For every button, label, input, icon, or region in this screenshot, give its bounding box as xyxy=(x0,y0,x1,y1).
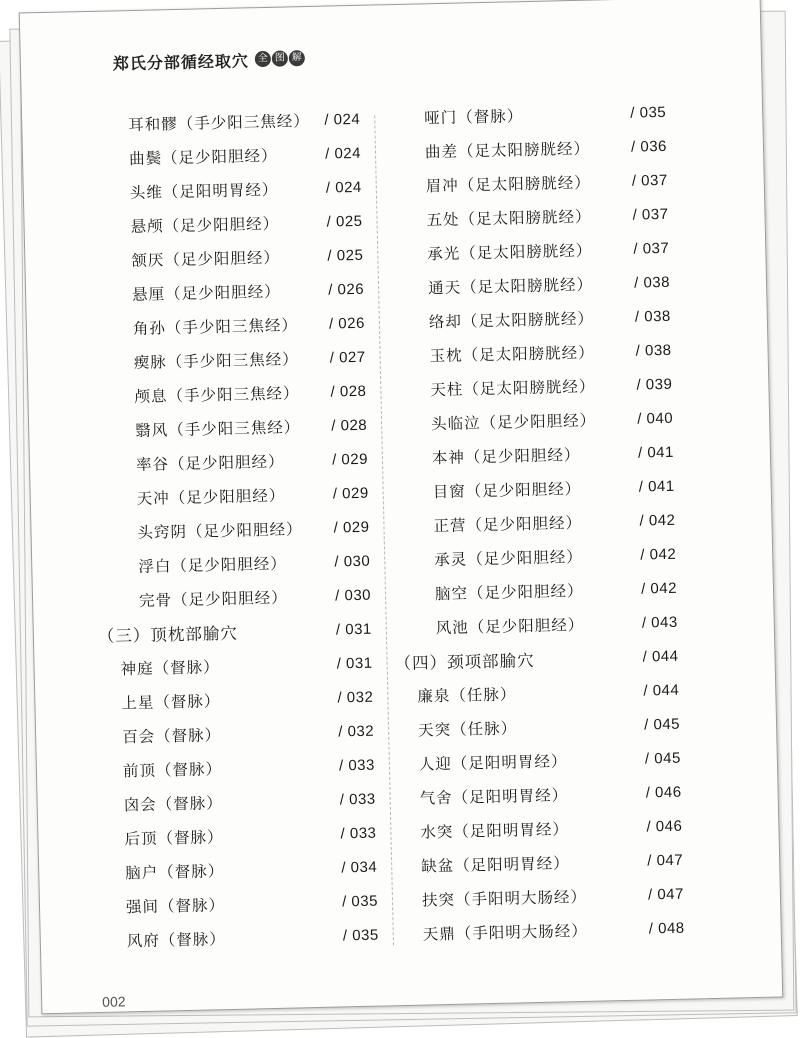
toc-entry-title: 浮白（足少阳胆经） xyxy=(138,554,288,576)
toc-entry-page: / 025 xyxy=(327,246,364,265)
toc-entry-title: 神庭（督脉） xyxy=(120,658,220,679)
page-number: 002 xyxy=(102,993,126,1010)
toc-entry-title: 百会（督脉） xyxy=(121,726,222,747)
toc-entry-title: 囟会（督脉） xyxy=(123,794,223,815)
toc-entry-title: 缺盆（足阳明胃经） xyxy=(421,854,570,876)
toc-entry-page: / 028 xyxy=(331,416,368,435)
toc-entry-page: / 042 xyxy=(640,545,677,564)
toc-entry-page: / 024 xyxy=(324,110,361,129)
toc-entry-page: / 038 xyxy=(635,341,672,360)
toc-entry-page: / 024 xyxy=(325,178,362,197)
toc-entry[interactable] xyxy=(104,917,385,957)
toc-entry-title: 承灵（足少阳胆经） xyxy=(434,547,583,570)
toc-entry-title: 翳风（手少阳三焦经） xyxy=(135,418,301,441)
toc-entry-title: 风府（督脉） xyxy=(126,930,227,951)
toc-entry-page: / 047 xyxy=(647,851,684,870)
toc-entry-title: 天突（任脉） xyxy=(417,719,518,740)
toc-entry-page: / 025 xyxy=(326,212,363,231)
toc-entry-page: / 042 xyxy=(640,579,678,598)
toc-entry-page: / 038 xyxy=(633,273,671,292)
toc-entry-title: 角孙（手少阳三焦经） xyxy=(132,316,299,339)
toc-entry-page: / 032 xyxy=(337,688,374,706)
toc-entry-title: 颔厌（足少阳胆经） xyxy=(131,248,281,271)
toc-entry-title: 五处（足太阳膀胱经） xyxy=(426,207,592,230)
toc-entry-title: 率谷（足少阳胆经） xyxy=(135,452,285,474)
toc-entry-title: 本神（足少阳胆经） xyxy=(431,445,581,468)
toc-entry-title: 耳和髎（手少阳三焦经） xyxy=(128,111,310,135)
toc-entry-title: 后顶（督脉） xyxy=(124,828,224,849)
toc-page xyxy=(19,0,784,1014)
toc-entry-page: / 045 xyxy=(644,749,681,768)
toc-entry-title: 强间（督脉） xyxy=(125,896,226,917)
toc-entry-page: / 044 xyxy=(642,647,679,666)
toc-entry-title: 上星（督脉） xyxy=(121,692,221,713)
toc-entry-page: / 033 xyxy=(338,756,376,774)
toc-entry-title: 瘈脉（手少阳三焦经） xyxy=(133,350,299,373)
toc-entry-title: 完骨（足少阳胆经） xyxy=(138,588,288,610)
toc-entry[interactable] xyxy=(400,911,691,952)
toc-column-right xyxy=(382,95,691,951)
toc-entry-page: / 047 xyxy=(647,885,685,903)
toc-entry-page: / 037 xyxy=(632,205,669,224)
toc-entry-title: 目窗（足少阳胆经） xyxy=(432,479,582,502)
toc-entry-title: 络却（足太阳膀胱经） xyxy=(428,309,595,332)
toc-entry-page: / 035 xyxy=(342,926,379,944)
toc-entry-page: / 041 xyxy=(637,443,675,462)
toc-entry-title: 通天（足太阳膀胱经） xyxy=(427,275,594,298)
toc-entry-title: 气舍（足阳明胃经） xyxy=(419,786,569,808)
toc-entry-page: / 031 xyxy=(336,654,373,672)
toc-entry-page: / 039 xyxy=(636,375,673,394)
toc-entry-page: / 035 xyxy=(341,892,379,910)
toc-entry-title: 廉泉（任脉） xyxy=(417,685,517,706)
toc-entry-page: / 028 xyxy=(330,382,367,401)
toc-entry-title: 正营（足少阳胆经） xyxy=(433,513,583,536)
toc-entry-title: 颅息（手少阳三焦经） xyxy=(134,384,300,407)
running-header xyxy=(113,45,306,75)
toc-entry-title: 头窍阴（足少阳胆经） xyxy=(137,520,303,542)
toc-entry-page: / 029 xyxy=(332,484,369,503)
toc-entry-title: 承光（足太阳膀胱经） xyxy=(427,241,593,264)
toc-entry-page: / 041 xyxy=(638,477,675,496)
toc-entry-page: / 026 xyxy=(328,280,365,299)
toc-entry-page: / 026 xyxy=(328,314,366,333)
toc-entry-title: 脑户（督脉） xyxy=(125,862,225,883)
toc-entry-page: / 024 xyxy=(324,144,362,163)
badge-char: 解 xyxy=(289,50,305,66)
toc-entry-page: / 029 xyxy=(333,518,370,537)
toc-entry-title: 脑空（足少阳胆经） xyxy=(434,581,584,604)
toc-entry-title: 玉枕（足太阳膀胱经） xyxy=(429,343,595,366)
toc-entry-page: / 048 xyxy=(648,919,685,937)
toc-column-left xyxy=(86,102,385,958)
toc-entry-title: 悬颅（足少阳胆经） xyxy=(130,214,280,237)
toc-entry-title: 人迎（足阳明胃经） xyxy=(418,752,568,774)
toc-entry-title: 曲鬓（足少阳胆经） xyxy=(128,146,278,169)
toc-entry-page: / 037 xyxy=(631,171,668,190)
toc-entry-page: / 036 xyxy=(630,137,668,156)
toc-entry-title: 悬厘（足少阳胆经） xyxy=(131,282,281,305)
book-title: 郑氏分部循经取穴 xyxy=(112,50,250,73)
badge-char: 全 xyxy=(255,51,271,67)
toc-entry-title: 水突（足阳明胃经） xyxy=(420,820,570,842)
toc-entry-page: / 042 xyxy=(639,511,676,530)
toc-entry-page: / 031 xyxy=(335,620,372,639)
toc-entry-page: / 043 xyxy=(641,613,678,632)
toc-entry-title: 天冲（足少阳胆经） xyxy=(136,486,286,508)
toc-entry-title: 风池（足少阳胆经） xyxy=(435,615,585,638)
toc-entry-title: （四）颈项部腧穴 xyxy=(394,651,535,674)
toc-entry-page: / 033 xyxy=(339,790,376,808)
toc-entry-page: / 046 xyxy=(645,783,682,802)
toc-entry-page: / 044 xyxy=(643,681,680,700)
toc-entry-page: / 027 xyxy=(329,348,366,367)
toc-entry-page: / 034 xyxy=(341,858,378,876)
toc-entry-title: 前顶（督脉） xyxy=(122,760,223,781)
toc-entry-title: 天柱（足太阳膀胱经） xyxy=(430,377,596,400)
badge-char: 图 xyxy=(272,50,288,66)
toc-entry-title: 头临泣（足少阳胆经） xyxy=(430,411,597,434)
toc-entry-page: / 037 xyxy=(633,239,670,258)
toc-entry-title: 哑门（督脉） xyxy=(424,107,524,128)
toc-entry-page: / 045 xyxy=(643,715,681,734)
full-illustrated-badge xyxy=(255,50,305,67)
toc-entry-title: 天鼎（手阳明大肠经） xyxy=(422,921,588,944)
toc-entry-page: / 038 xyxy=(634,307,671,326)
toc-entry-page: / 030 xyxy=(334,586,372,605)
toc-entry-page: / 033 xyxy=(340,824,377,842)
toc-entry-page: / 046 xyxy=(646,817,683,836)
toc-entry-title: 曲差（足太阳膀胱经） xyxy=(424,139,591,162)
toc-entry-title: （三）顶枕部腧穴 xyxy=(97,623,239,646)
toc-entry-page: / 040 xyxy=(637,409,674,428)
toc-entry-page: / 029 xyxy=(331,450,369,469)
toc-entry-page: / 030 xyxy=(334,552,371,571)
toc-entry-page: / 032 xyxy=(338,722,375,740)
toc-entry-page: / 035 xyxy=(630,103,667,122)
toc-entry-title: 眉冲（足太阳膀胱经） xyxy=(425,173,591,196)
toc-entry-title: 头维（足阳明胃经） xyxy=(129,180,279,203)
toc-entry-title: 扶突（手阳明大肠经） xyxy=(421,887,588,910)
